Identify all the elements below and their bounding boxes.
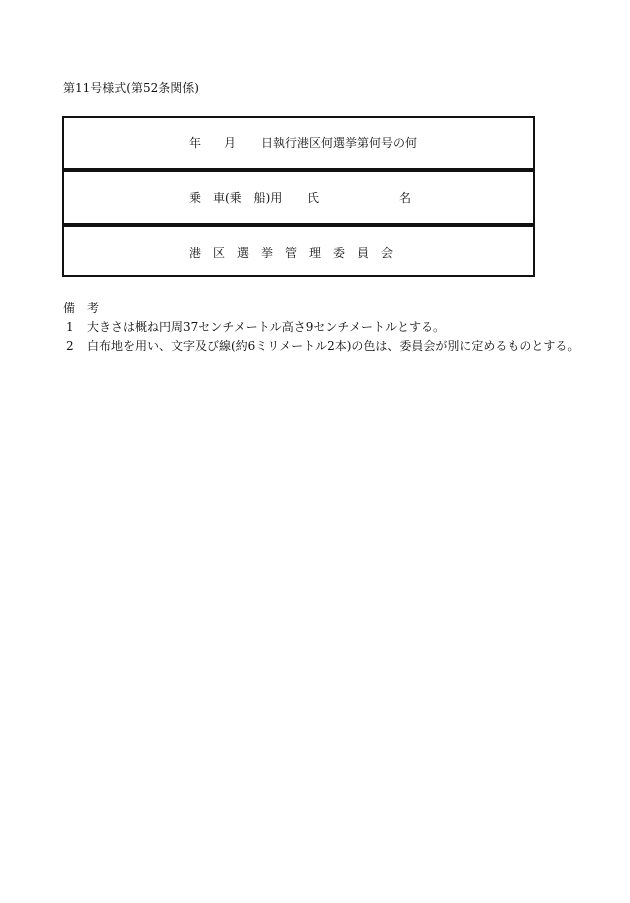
form-row-committee	[64, 228, 533, 278]
note-item	[66, 319, 445, 335]
surname-label: 氏	[307, 191, 320, 205]
election-name-text: 日執行港区何選挙第何号の何	[261, 136, 418, 150]
notes-heading: 備 考	[63, 301, 100, 315]
note-text: 白布地を用い、文字及び線(約6ミリメートル2本)の色は、委員会が別に定めるものとする。	[87, 339, 580, 353]
form-row-vehicle-name	[64, 173, 533, 223]
given-name-label: 名	[399, 191, 412, 205]
committee-name: 港 区 選 挙 管 理 委 員 会	[189, 246, 394, 260]
double-line-divider	[64, 223, 533, 227]
year-label: 年	[189, 136, 202, 150]
vehicle-label: 乗 車(乗 船)用	[189, 191, 283, 205]
note-number: 1	[66, 320, 74, 334]
page-title: 第11号様式(第52条関係)	[63, 81, 199, 95]
form-row-election-date	[64, 118, 533, 168]
note-number: 2	[66, 339, 74, 353]
armband-form-box	[62, 116, 535, 277]
double-line-divider	[64, 168, 533, 172]
note-item	[66, 338, 579, 354]
note-text: 大きさは概ね円周37センチメートル高さ9センチメートルとする。	[87, 320, 445, 334]
month-label: 月	[224, 136, 237, 150]
